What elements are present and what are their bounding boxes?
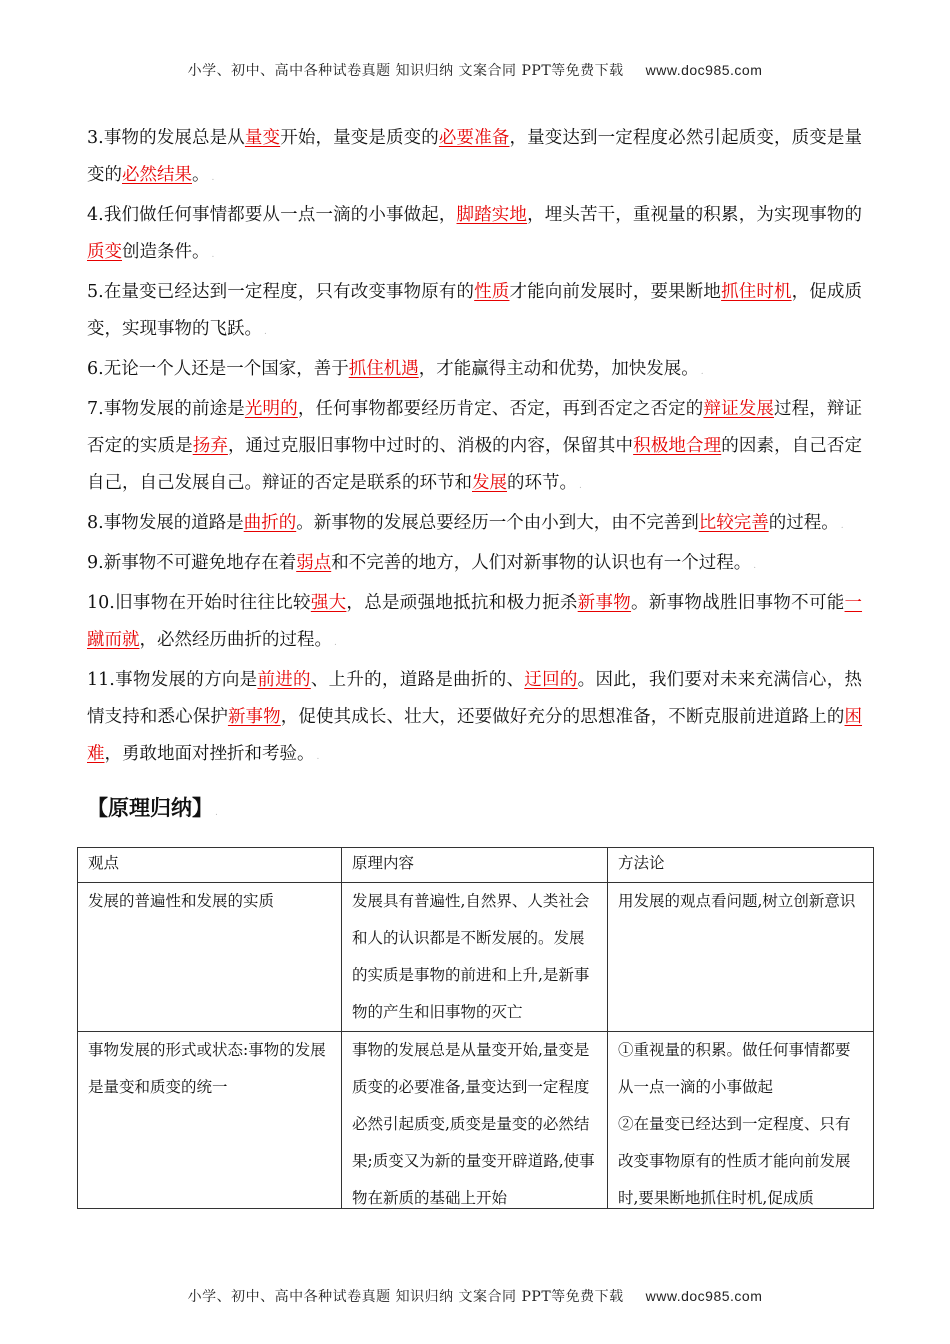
- keyword-blank: 发展: [472, 473, 507, 493]
- header-methodology: 方法论: [608, 848, 874, 883]
- paragraph-mark: .: [700, 367, 704, 377]
- paragraph-9: 9.新事物不可避免地存在着弱点和不完善的地方，人们对新事物的认识也有一个过程。 .: [87, 553, 757, 573]
- section-title: 【原理归纳】 .: [87, 796, 218, 820]
- keyword-blank: 积极地合理: [633, 436, 722, 456]
- keyword-blank: 强大: [310, 593, 347, 613]
- keyword-blank: 必然结果: [122, 165, 192, 185]
- cell-principle: 发展具有普遍性,自然界、人类社会和人的认识都是不断发展的。发展的实质是事物的前进和上升,是新事物的产生和旧事物的灭亡: [342, 883, 608, 1032]
- body-content: [87, 120, 862, 776]
- paragraph-10: 10.旧事物在开始时往往比较强大，总是顽强地抵抗和极力扼杀新事物。新事物战胜旧事物不可能一蹴而就，必然经历曲折的过程。 .: [87, 593, 863, 650]
- keyword-blank: 性质: [474, 282, 510, 302]
- header-text: 小学、初中、高中各种试卷真题 知识归纳 文案合同 PPT等免费下载: [187, 63, 624, 79]
- paragraph-mark: .: [264, 327, 267, 337]
- paragraph-8: 8.事物发展的道路是曲折的。新事物的发展总要经历一个由小到大，由不完善到比较完善的过程。 .: [87, 513, 844, 533]
- paragraph-mark: .: [334, 638, 337, 648]
- footer-text: 小学、初中、高中各种试卷真题 知识归纳 文案合同 PPT等免费下载: [187, 1289, 624, 1305]
- page-header: [0, 60, 950, 80]
- paragraph-7: 7.事物发展的前途是光明的，任何事物都要经历肯定、否定，再到否定之否定的辩证发展过程，辩证否定的实质是扬弃，通过克服旧事物中过时的、消极的内容，保留其中积极地合理的因素，自己否定自己，自己发展自己。辩证的否定是联系的环节和发展的环节。 .: [87, 399, 863, 493]
- table-row: [78, 883, 874, 1032]
- paragraph-6: 6.无论一个人还是一个国家，善于抓住机遇，才能赢得主动和优势，加快发展。 .: [87, 359, 704, 379]
- cell-viewpoint: 事物发展的形式或状态:事物的发展是量变和质变的统一: [78, 1032, 342, 1209]
- table-header-row: [78, 848, 874, 883]
- keyword-blank: 困难: [87, 707, 863, 764]
- keyword-blank: 光明的: [244, 399, 298, 419]
- keyword-blank: 一蹴而就: [87, 593, 863, 650]
- paragraph-11: 11.事物发展的方向是前进的、上升的，道路是曲折的、迂回的。因此，我们要对未来充满信心，热情支持和悉心保护新事物，促使其成长、壮大，还要做好充分的思想准备，不断克服前进道路上的困难，勇敢地面对挫折和考验。 .: [87, 670, 863, 764]
- keyword-blank: 前进的: [257, 670, 311, 690]
- keyword-blank: 迂回的: [524, 670, 578, 690]
- cell-principle: 事物的发展总是从量变开始,量变是质变的必要准备,量变达到一定程度必然引起质变,质变是量变的必然结果;质变又为新的量变开辟道路,使事物在新质的基础上开始: [342, 1032, 608, 1209]
- cell-methodology: ①重视量的积累。做任何事情都要从一点一滴的小事做起 ②在量变已经达到一定程度、只有改变事物原有的性质才能向前发展时,要果断地抓住时机,促成质: [608, 1032, 874, 1209]
- keyword-blank: 弱点: [296, 553, 332, 573]
- keyword-blank: 量变: [244, 128, 281, 148]
- keyword-blank: 必要准备: [438, 128, 510, 148]
- paragraph-mark: .: [211, 173, 215, 183]
- keyword-blank: 脚踏实地: [456, 205, 528, 225]
- paragraph-mark: .: [215, 808, 218, 818]
- principle-table: [77, 847, 874, 1209]
- cell-methodology: 用发展的观点看问题,树立创新意识: [608, 883, 874, 1032]
- keyword-blank: 抓住机遇: [348, 359, 419, 379]
- paragraph-3: 3.事物的发展总是从量变开始，量变是质变的必要准备，量变达到一定程度必然引起质变，质变是量变的必然结果。 .: [87, 128, 863, 185]
- keyword-blank: 比较完善: [698, 513, 769, 533]
- paragraph-mark: .: [579, 481, 582, 491]
- keyword-blank: 新事物: [227, 707, 281, 727]
- header-principle: 原理内容: [342, 848, 608, 883]
- table-row: [78, 1032, 874, 1209]
- keyword-blank: 曲折的: [243, 513, 297, 533]
- header-viewpoint: 观点: [78, 848, 342, 883]
- page-footer: [0, 1286, 950, 1306]
- paragraph-mark: .: [316, 752, 320, 762]
- keyword-blank: 质变: [87, 242, 122, 262]
- header-url[interactable]: www.doc985.com: [645, 62, 763, 78]
- paragraph-mark: .: [840, 521, 844, 531]
- keyword-blank: 扬弃: [192, 436, 228, 456]
- cell-viewpoint: 发展的普遍性和发展的实质: [78, 883, 342, 1032]
- footer-url[interactable]: www.doc985.com: [645, 1288, 763, 1304]
- paragraph-5: 5.在量变已经达到一定程度，只有改变事物原有的性质才能向前发展时，要果断地抓住时机，促成质变，实现事物的飞跃。 .: [87, 282, 863, 339]
- keyword-blank: 抓住时机: [721, 282, 792, 302]
- paragraph-4: 4.我们做任何事情都要从一点一滴的小事做起，脚踏实地，埋头苦干，重视量的积累，为实现事物的质变创造条件。 .: [87, 205, 863, 262]
- keyword-blank: 辩证发展: [703, 399, 774, 419]
- paragraph-mark: .: [211, 250, 215, 260]
- keyword-blank: 新事物: [577, 593, 632, 613]
- paragraph-mark: .: [753, 561, 757, 571]
